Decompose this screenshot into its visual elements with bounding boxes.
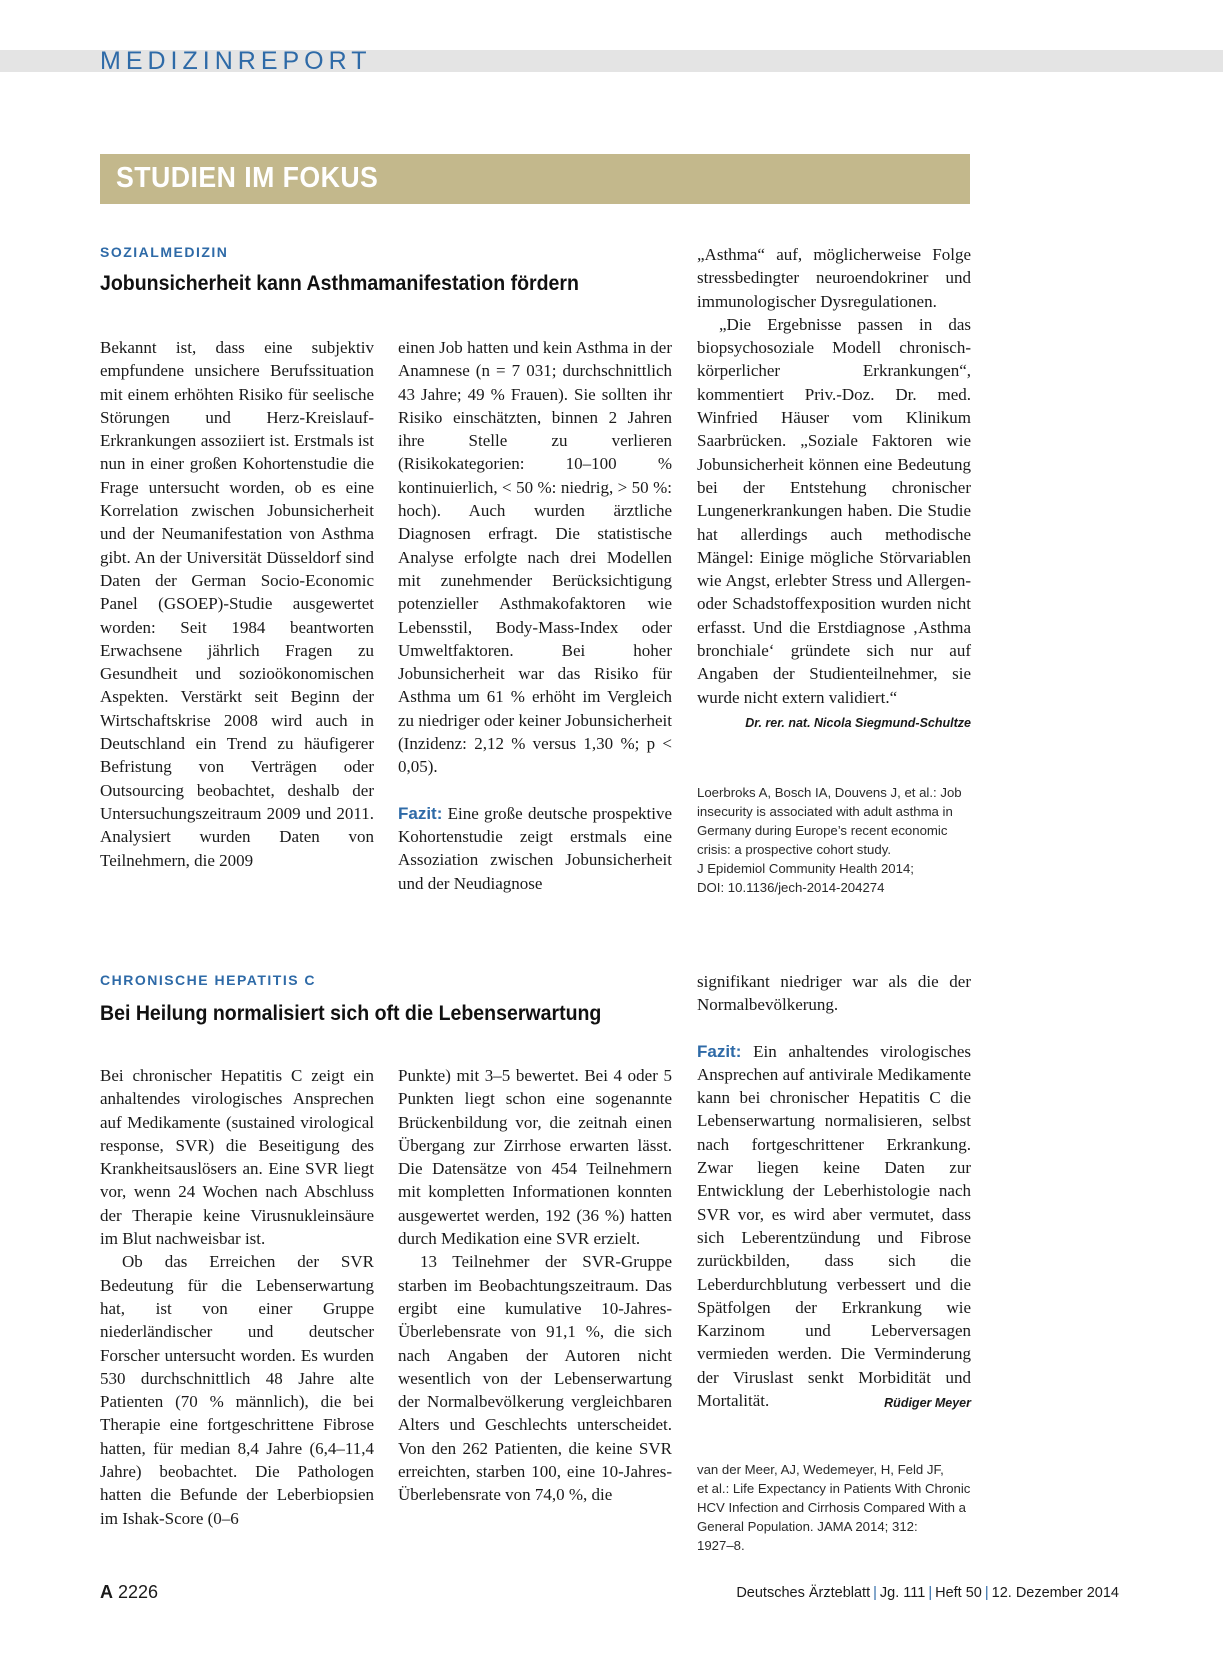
article2-col2-p2: 13 Teilnehmer der SVR-Gruppe starben im Beobachtungszeitraum. Das ergibt eine kumulative 10-Jahres-Überlebensrate von 91,1 %, die sich nach Angaben der Autoren nicht wesentlich von der Lebenserwartung der Normalbevölkerung vergleichbaren Alters und Geschlechts unterscheidet. Von den 262 Patienten, die keine SVR erreichten, starben 100, eine 10-Jahres-Überlebensrate von 74,0 %, die [398, 1252, 672, 1505]
journal-issue: Heft 50 [935, 1585, 982, 1601]
article2-author: Rüdiger Meyer [884, 1396, 971, 1411]
section-label: MEDIZINREPORT [100, 47, 372, 75]
article1-col3-p1: „Asthma“ auf, möglicherweise Folge stressbedingter neuroendokriner und immunologischer Dysregulationen. [697, 245, 971, 311]
article1-fazit-text: Eine große deutsche prospektive Kohortenstudie zeigt erstmals eine Assoziation zwischen Jobunsicherheit und der Neudiagnose [398, 803, 672, 893]
article2-col3-p1: signifikant niedriger war als die der Normalbevölkerung. [697, 972, 971, 1015]
article2-title: Bei Heilung normalisiert sich oft die Lebenserwartung [100, 1002, 602, 1025]
article1-column2 [398, 336, 672, 895]
article2-reference [697, 1460, 971, 1555]
footer-citation: Deutsches Ärzteblatt | Jg. 111 | Heft 50 | 12. Dezember 2014 [736, 1585, 1119, 1601]
article1-quote: „Die Ergebnisse passen in das biopsychosoziale Modell chronisch-körperlicher Erkrankungen“, kommentiert Priv.-Doz. Dr. med. Winfried Häuser vom Klinikum Saarbrücken. „Soziale Faktoren wie Jobunsicherheit können eine Bedeutung bei der Entstehung chronischer Lungenerkrankungen haben. Die Studie hat allerdings auch methodische Mängel: Einige mögliche Störvariablen wie Angst, erlebter Stress und Allergen- oder Schadstoffexposition wurden nicht erfasst. Und die Erstdiagnose ‚Asthma bronchiale‘ gründete sich nur auf Angaben der Studienteilnehmer, sie wurde nicht extern validiert.“ [697, 314, 971, 707]
article1-fazit [398, 802, 672, 895]
journal-date: 12. Dezember 2014 [991, 1585, 1119, 1601]
page-number [100, 1582, 158, 1603]
ref-line: 1927–8. [697, 1538, 745, 1553]
page-number-value: 2226 [118, 1582, 159, 1602]
ref-line: HCV Infection and Cirrhosis Compared With a [697, 1500, 966, 1515]
journal-volume: Jg. 111 [879, 1585, 926, 1601]
article2-fazit-label: Fazit: [697, 1041, 742, 1061]
article2-fazit-text: Ein anhaltendes virologisches Ansprechen auf antivirale Medikamente kann bei chronischer Hepatitis C die Lebenserwartung normalisieren, selbst nach fortgeschrittener Erkrankung. Zwar liegen keine Daten zur Entwicklung der Leberhistologie nach SVR vor, es wird aber vermutet, dass sich Leberentzündung und Fibrose zurückbilden, dass sich die Leberdurchblutung verbessert und die Spätfolgen der Erkrankung wie Karzinom und Leberversagen vermieden werden. Die Verminderung der Viruslast senkt Morbidität und Mortalität. [697, 1041, 971, 1411]
ref-line: J Epidemiol Community Health 2014; [697, 861, 914, 876]
ref-line: Germany during Europe’s recent economic [697, 823, 948, 838]
ref-line: van der Meer, AJ, Wedemeyer, H, Feld JF, [697, 1462, 944, 1477]
article2-col1-p2: Ob das Erreichen der SVR Bedeutung für die Lebenserwartung hat, ist von einer Gruppe niederländischer und deutscher Forscher untersucht worden. Es wurden 530 durchschnittlich 48 Jahre alte Patienten (70 % männlich), die bei Therapie eine fortgeschrittene Fibrose hatten, für median 8,4 Jahre (6,4–11,4 Jahre) beobachtet. Die Pathologen hatten die Befunde der Leberbiopsien im Ishak-Score (0–6 [100, 1252, 374, 1528]
article1-col3-p2 [697, 313, 971, 730]
article2-column2 [398, 1064, 672, 1507]
article2-fazit [697, 1040, 971, 1413]
ref-line: Loerbroks A, Bosch IA, Douvens J, et al.: Job [697, 785, 962, 800]
ref-line: et al.: Life Expectancy in Patients With Chronic [697, 1481, 971, 1496]
article1-column3 [697, 243, 971, 735]
article1-column1 [100, 336, 374, 872]
article2-kicker: CHRONISCHE HEPATITIS C [100, 972, 317, 988]
article1-col2-text: einen Job hatten und kein Asthma in der Anamnese (n = 7 031; durchschnittlich 43 Jahre; 49 % Frauen). Sie sollten ihr Risiko einschätzten, binnen 2 Jahren ihre Stelle zu verlieren (Risikokategorien: 10–100 % kontinuierlich, < 50 %: niedrig, > 50 %: hoch). Auch wurden ärztliche Diagnosen erfragt. Die statistische Analyse erfolgte nach drei Modellen mit zunehmender Berücksichtigung potenzieller Asthmakofaktoren wie Lebensstil, Body-Mass-Index oder Umweltfaktoren. Bei hoher Jobunsicherheit war das Risiko für Asthma um 61 % erhöht im Vergleich zu niedriger oder keiner Jobunsicherheit (Inzidenz: 2,12 % versus 1,30 %; p < 0,05). [398, 338, 672, 777]
ref-line: insecurity is associated with adult asthma in [697, 804, 953, 819]
article1-title: Jobunsicherheit kann Asthmamanifestation fördern [100, 272, 579, 295]
ref-line: crisis: a prospective cohort study. [697, 842, 891, 857]
article1-author: Dr. rer. nat. Nicola Siegmund-Schultze [745, 715, 971, 730]
article2-column1 [100, 1064, 374, 1530]
journal-name: Deutsches Ärzteblatt [736, 1585, 871, 1601]
article2-column3 [697, 970, 971, 1415]
article1-fazit-label: Fazit: [398, 803, 443, 823]
page-prefix: A [100, 1582, 113, 1602]
section-banner [100, 154, 970, 204]
banner-title: STUDIEN IM FOKUS [116, 162, 379, 194]
article2-col2-p1: Punkte) mit 3–5 bewertet. Bei 4 oder 5 Punkten liegt schon eine sogenannte Brückenbildung vor, die zeitnah einen Übergang zur Zirrhose erwarten lässt. Die Datensätze von 454 Teilnehmern mit kompletten Informationen konnten ausgewertet werden, 192 (36 %) hatten durch Medikation eine SVR erzielt. [398, 1066, 672, 1249]
ref-line: DOI: 10.1136/jech-2014-204274 [697, 880, 885, 895]
ref-line: General Population. JAMA 2014; 312: [697, 1519, 918, 1534]
article1-reference [697, 783, 971, 897]
article1-col1-text: Bekannt ist, dass eine subjektiv empfundene unsichere Berufssituation mit einem erhöhten Risiko für seelische Störungen und Herz-Kreislauf-Erkrankungen assoziiert ist. Erstmals ist nun in einer großen Kohortenstudie die Frage untersucht worden, ob es eine Korrelation zwischen Jobunsicherheit und der Neumanifestation von Asthma gibt. An der Universität Düsseldorf sind Daten der German Socio-Economic Panel (GSOEP)-Studie ausgewertet worden: Seit 1984 beantworten Erwachsene jährlich Fragen zu Gesundheit und sozioökonomischen Aspekten. Verstärkt seit Beginn der Wirtschaftskrise 2008 wird auch in Deutschland ein Trend zu häufigerer Befristung von Verträgen oder Outsourcing beobachtet, deshalb der Untersuchungszeitraum 2009 und 2011. Analysiert wurden Daten von Teilnehmern, die 2009 [100, 338, 374, 870]
article2-col1-p1: Bei chronischer Hepatitis C zeigt ein anhaltendes virologisches Ansprechen auf Medikamente (sustained virological response, SVR) die Beseitigung des Krankheitsauslösers an. Eine SVR liegt vor, wenn 24 Wochen nach Abschluss der Therapie keine Virusnukleinsäure im Blut nachweisbar ist. [100, 1066, 374, 1249]
article1-kicker: SOZIALMEDIZIN [100, 244, 229, 260]
